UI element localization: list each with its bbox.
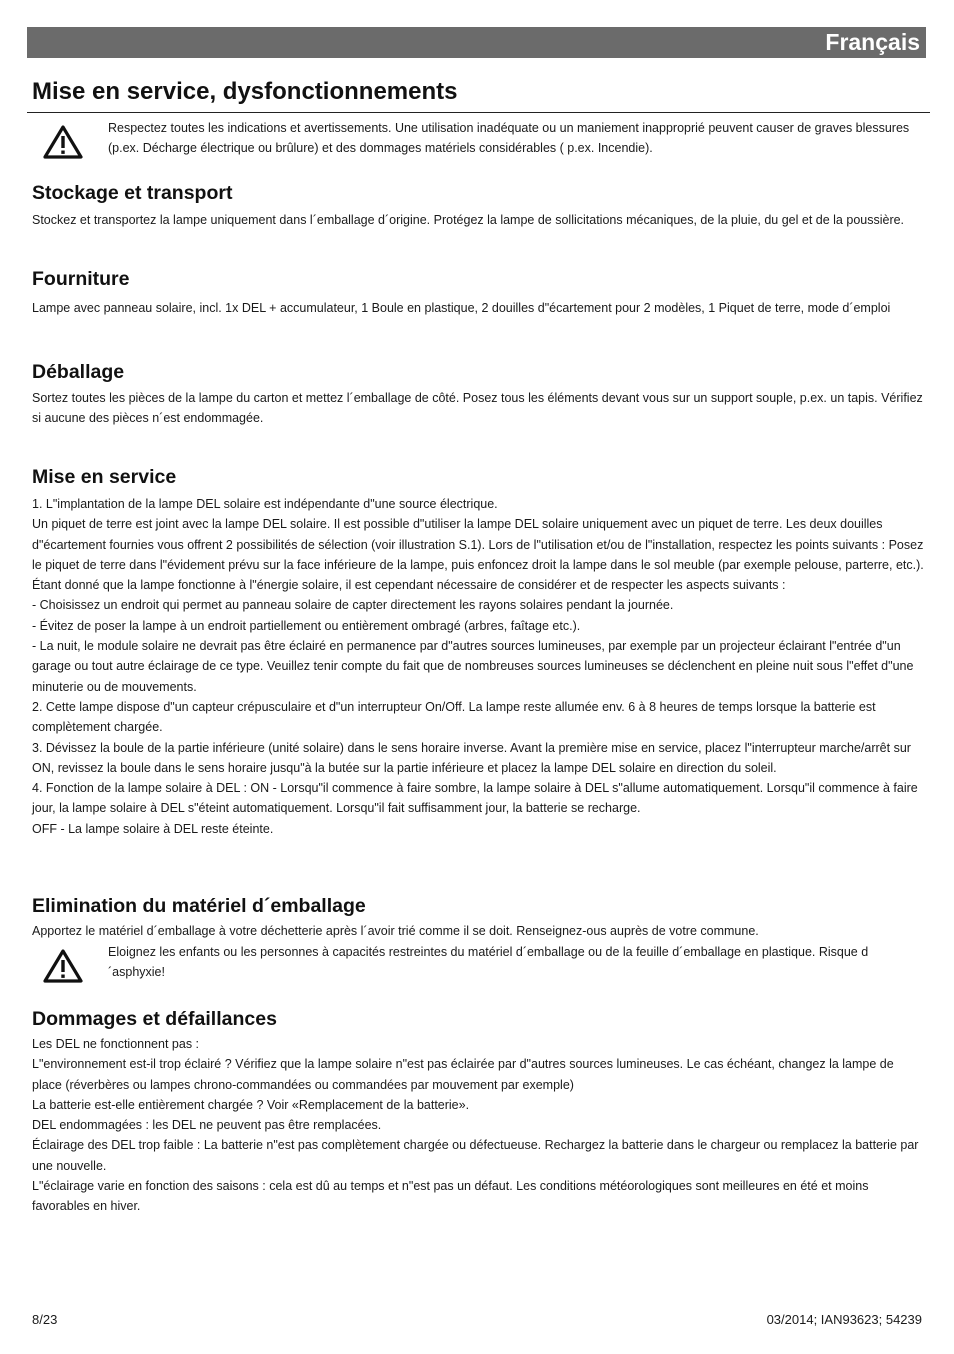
mise-en-service-line-5: - Évitez de poser la lampe à un endroit partiellement ou entièrement ombragé (arbres, faîtage etc.). — [32, 618, 581, 633]
title-divider — [27, 112, 930, 113]
page-number: 8/23 — [32, 1312, 58, 1327]
mise-en-service-line-3: Étant donné que la lampe fonctionne à l"énergie solaire, il est cependant nécessaire de considérer et de respecter les aspects suivants : — [32, 578, 786, 593]
mise-en-service-line-1: 1. L"implantation de la lampe DEL solaire est indépendante d"une source électrique. — [32, 497, 498, 511]
heading-fourniture: Fourniture — [32, 268, 130, 290]
safety-warning-text: Respectez toutes les indications et avertissements. Une utilisation inadéquate ou un maniement inapproprié peuvent causer de graves blessures (p.ex. Décharge électrique ou brûlure) et des dommages matériels considérables ( p.ex. Incendie). — [108, 121, 910, 156]
packaging-warning-text: Eloignez les enfants ou les personnes à capacités restreintes du matériel d´emballage ou de la feuille d´emballage en plastique. Risque d´asphyxie! — [108, 945, 869, 980]
dommages-line-5: Éclairage des DEL trop faible : La batterie n"est pas complètement chargée ou défectueuse. Rechargez la batterie dans le chargeur ou remplacez la batterie par une nouvelle. — [32, 1138, 919, 1173]
packaging-warning — [32, 942, 922, 986]
stockage-text: Stockez et transportez la lampe uniquement dans l´emballage d´origine. Protégez la lampe de sollicitations mécaniques, de la pluie, du gel et de la poussière. — [32, 213, 905, 227]
deballage-text: Sortez toutes les pièces de la lampe du carton et mettez l´emballage de côté. Posez tous les éléments devant vous sur un support souple, p.ex. un tapis. Vérifiez si aucune des pièces n´est endommagée. — [32, 391, 923, 426]
heading-mise-en-service: Mise en service — [32, 466, 177, 488]
heading-stockage: Stockage et transport — [32, 182, 233, 204]
mise-en-service-text — [32, 494, 924, 839]
warning-triangle-icon — [42, 124, 84, 160]
mise-en-service-line-4: - Choisissez un endroit qui permet au panneau solaire de capter directement les rayons solaires pendant la journée. — [32, 598, 674, 613]
fourniture-text: Lampe avec panneau solaire, incl. 1x DEL + accumulateur, 1 Boule en plastique, 2 douilles d"écartement pour 2 modèles, 1 Piquet de terre, mode d´emploi — [32, 301, 891, 315]
mise-en-service-line-10: OFF - La lampe solaire à DEL reste éteinte. — [32, 821, 274, 836]
page-title: Mise en service, dysfonctionnements — [32, 78, 458, 105]
dommages-line-2: L"environnement est-il trop éclairé ? Vérifiez que la lampe solaire n"est pas éclairée par d"autres sources lumineuses. Le cas échéant, changez la lampe de place (réverbères ou lampes chrono-commandées ou commandées par mouvement par exemple) — [32, 1057, 894, 1092]
warning-triangle-icon — [42, 948, 84, 984]
dommages-line-6: L"éclairage varie en fonction des saisons : cela est dû au temps et n"est pas un défaut. Les conditions météorologiques sont meilleures en été et moins favorables en hiver. — [32, 1179, 869, 1214]
dommages-line-4: DEL endommagées : les DEL ne peuvent pas être remplacées. — [32, 1118, 382, 1133]
mise-en-service-line-2: Un piquet de terre est joint avec la lampe DEL solaire. Il est possible d"utiliser la lampe DEL solaire uniquement avec un piquet de terre. Les deux douilles d"écartement fournies vous offrent 2 possibilités de sélection (voir illustration S.1). Lors de l"utilisation et/ou de l"installation, respectez les points suivants : Posez le piquet de terre dans l"évidement prévu sur la face inférieure de la lampe, puis enfoncez droit la lampe dans le sol meuble (par exemple pelouse, parterre, etc.). — [32, 517, 924, 572]
mise-en-service-line-6: - La nuit, le module solaire ne devrait pas être éclairé en permanence par d"autres sources lumineuses, par exemple par un projecteur éclairant l"entrée d"un garage ou tout autre éclairage de ce type. Veuillez tenir compte du fait que de nombreuses sources lumineuses se déclenchent en pleine nuit sous l"effet d"une minuterie ou de mouvements. — [32, 639, 914, 694]
dommages-line-3: La batterie est-elle entièrement chargée ? Voir «Remplacement de la batterie». — [32, 1097, 470, 1112]
heading-deballage: Déballage — [32, 361, 125, 383]
language-label: Français — [825, 29, 920, 55]
dommages-text — [32, 1034, 924, 1217]
document-reference: 03/2014; IAN93623; 54239 — [766, 1312, 922, 1327]
language-bar — [27, 27, 926, 58]
mise-en-service-line-7: 2. Cette lampe dispose d"un capteur crépusculaire et d"un interrupteur On/Off. La lampe reste allumée env. 6 à 8 heures de temps lorsque la batterie est complètement chargée. — [32, 699, 876, 735]
mise-en-service-line-9: 4. Fonction de la lampe solaire à DEL : ON - Lorsqu"il commence à faire sombre, la lampe solaire à DEL s"allume automatiquement. Lorsqu"il commence à faire jour, la lampe solaire à DEL s"éteint automatiquement. Lorsqu"il fait suffisamment jour, la batterie se recharge. — [32, 781, 918, 816]
dommages-line-1: Les DEL ne fonctionnent pas : — [32, 1037, 200, 1051]
heading-dommages: Dommages et défaillances — [32, 1008, 277, 1030]
elimination-text: Apportez le matériel d´emballage à votre déchetterie après l´avoir trié comme il se doit. Renseignez-ous auprès de votre commune. — [32, 924, 759, 938]
safety-warning — [32, 118, 922, 162]
mise-en-service-line-8: 3. Dévissez la boule de la partie inférieure (unité solaire) dans le sens horaire inverse. Avant la première mise en service, placez l"interrupteur marche/arrêt sur ON, revissez la boule dans le sens horaire jusqu"à la butée sur la partie inférieure et placez la lampe DEL solaire en direction du soleil. — [32, 740, 911, 775]
heading-elimination: Elimination du matériel d´emballage — [32, 895, 366, 917]
